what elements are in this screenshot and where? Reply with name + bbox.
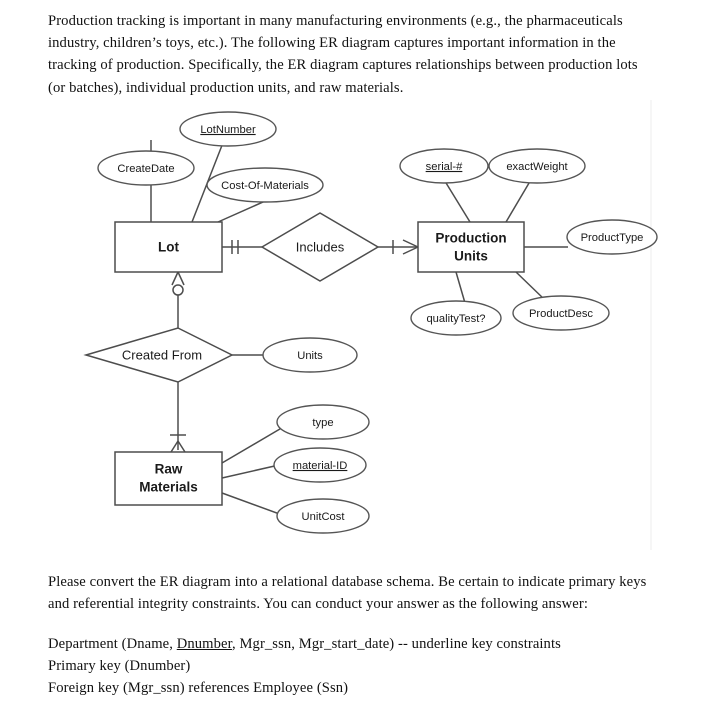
attribute-lotnumber-label: LotNumber — [200, 123, 256, 136]
attribute-qualitytest — [411, 301, 501, 335]
attribute-createdate-label: CreateDate — [117, 162, 175, 175]
relationship-includes-label: Includes — [295, 239, 345, 255]
attribute-productdesc — [513, 296, 609, 330]
entity-lot-label: Lot — [158, 239, 179, 255]
attribute-cost-of-materials — [207, 168, 323, 202]
entity-lot — [115, 222, 222, 272]
answer-example-block — [48, 633, 656, 700]
entity-production-units-label-line1: Production — [435, 230, 507, 246]
attribute-exactweight-label: exactWeight — [506, 160, 568, 173]
intro-paragraph: Production tracking is important in many manufacturing environments (e.g., the pharmaceuticals industry, children’s toys, etc.). The following ER diagram captures important information in the tracking of production. Specifically, the ER diagram captures relationships between production lots (or batches), individual production units, and raw materials. — [48, 13, 638, 96]
attribute-units — [263, 338, 357, 372]
entity-raw-materials-label-line1: Raw — [154, 461, 183, 477]
entity-raw-materials-label-line2: Materials — [139, 479, 198, 495]
connector-lot-created-from — [172, 272, 184, 328]
raw-materials-attribute-edges — [222, 426, 285, 516]
connector-lot-includes — [222, 240, 262, 254]
attribute-lotnumber — [180, 112, 276, 146]
connector-includes-production-units — [378, 240, 418, 254]
task-paragraph: Please convert the ER diagram into a relational database schema. Be certain to indicate primary keys and referential integrity constraints. You can conduct your answer as the following answer: — [48, 574, 647, 613]
answer-relation-line — [48, 633, 656, 655]
answer-foreign-key-line: Foreign key (Mgr_ssn) references Employee (Ssn) — [48, 680, 349, 697]
attribute-type-label: type — [312, 416, 334, 429]
attribute-unitcost — [277, 499, 369, 533]
entity-raw-materials — [115, 452, 222, 505]
attribute-producttype-label: ProductType — [580, 231, 644, 244]
attribute-producttype — [567, 220, 657, 254]
answer-relation-key: Dnumber — [176, 636, 232, 652]
attribute-unitcost-label: UnitCost — [301, 510, 345, 523]
attribute-cost-of-materials-label: Cost-Of-Materials — [221, 179, 309, 192]
relationship-created-from — [86, 328, 232, 382]
attribute-type — [277, 405, 369, 439]
attribute-serial-number-label: serial-# — [425, 160, 463, 173]
relationship-includes — [262, 213, 378, 281]
entity-production-units-label-line2: Units — [454, 248, 488, 264]
connector-created-from-raw-materials — [170, 382, 186, 452]
attribute-createdate — [98, 151, 194, 185]
answer-relation-suffix: , Mgr_ssn, Mgr_start_date) -- underline key constraints — [231, 636, 561, 652]
er-diagram — [0, 100, 705, 550]
answer-relation-prefix: Department (Dname, — [48, 636, 177, 652]
attribute-productdesc-label: ProductDesc — [528, 307, 594, 320]
attribute-serial-number — [400, 149, 488, 183]
attribute-units-label: Units — [297, 349, 323, 362]
attribute-material-id — [274, 448, 366, 482]
relationship-created-from-label: Created From — [121, 347, 203, 363]
answer-primary-key-line: Primary key (Dnumber) — [48, 658, 191, 675]
attribute-exactweight — [489, 149, 585, 183]
entity-production-units — [418, 222, 524, 272]
attribute-qualitytest-label: qualityTest? — [426, 312, 486, 325]
attribute-material-id-label: material-ID — [292, 459, 348, 472]
